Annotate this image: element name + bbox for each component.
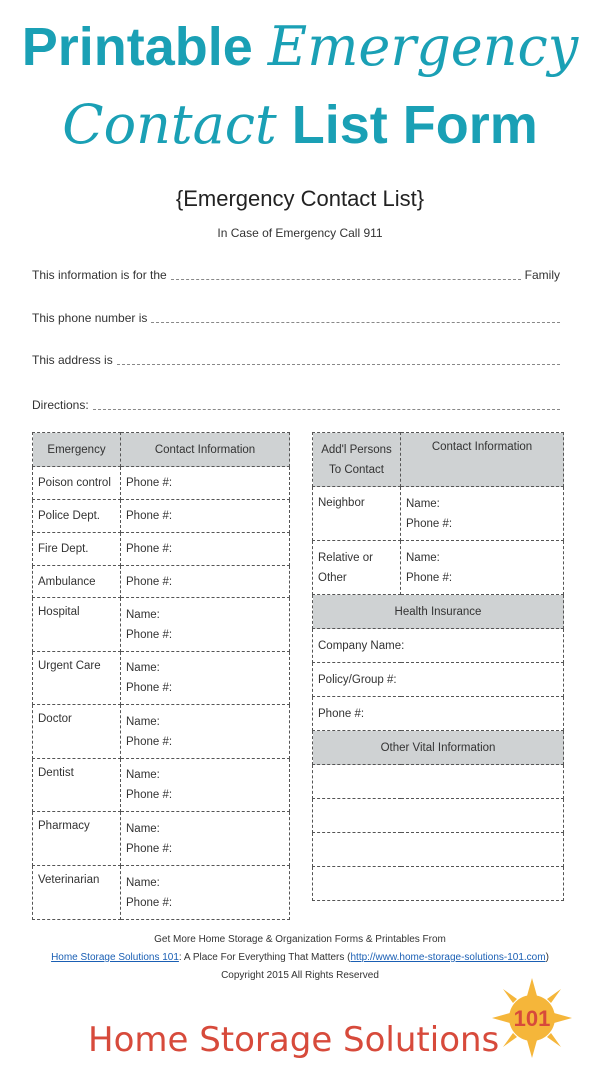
table-row <box>313 697 564 731</box>
name-field[interactable]: Name: <box>406 551 440 564</box>
tagline-end: ) <box>545 952 549 963</box>
row-label: Pharmacy <box>33 812 121 866</box>
row-label: Ambulance <box>33 566 121 598</box>
family-line <box>32 262 560 282</box>
company-name-field[interactable]: Company Name: <box>313 629 564 663</box>
vital-info-blank[interactable] <box>313 833 564 867</box>
row-fields[interactable] <box>121 866 290 920</box>
row-label: Veterinarian <box>33 866 121 920</box>
title-contact: Contact <box>62 93 277 156</box>
row-label: Poison control <box>33 467 121 500</box>
contact-info-header: Contact Information <box>121 433 290 467</box>
phone-field[interactable]: Phone #: <box>406 517 453 530</box>
row-fields[interactable] <box>121 812 290 866</box>
tagline: : A Place For Everything That Matters ( <box>178 952 351 963</box>
table-row <box>33 759 290 812</box>
sun-logo-icon <box>492 978 572 1058</box>
other-vital-header: Other Vital Information <box>313 731 564 765</box>
table-row <box>33 467 290 500</box>
directions-label: Directions: <box>32 398 89 412</box>
table-row <box>33 533 290 566</box>
emergency-table <box>32 432 290 920</box>
table-row <box>313 867 564 901</box>
table-row <box>33 500 290 533</box>
family-blank[interactable] <box>171 268 521 280</box>
row-label: Neighbor <box>313 487 401 541</box>
form-heading: {Emergency Contact List} <box>175 186 425 211</box>
table-row <box>33 598 290 652</box>
table-row <box>313 765 564 799</box>
vital-info-blank[interactable] <box>313 765 564 799</box>
policy-group-field[interactable]: Policy/Group #: <box>313 663 564 697</box>
family-label: This information is for the <box>32 268 167 282</box>
vital-info-blank[interactable] <box>313 867 564 901</box>
name-field[interactable]: Name: <box>126 662 160 674</box>
table-row <box>313 663 564 697</box>
contact-info-header: Contact Information <box>401 433 564 487</box>
row-field[interactable]: Phone #: <box>121 467 290 500</box>
row-label: Relative or Other <box>313 541 401 595</box>
address-line <box>32 347 560 367</box>
address-label: This address is <box>32 353 113 367</box>
row-field[interactable]: Phone #: <box>121 566 290 598</box>
name-field[interactable]: Name: <box>126 608 160 621</box>
row-field[interactable]: Phone #: <box>121 533 290 566</box>
phone-field[interactable]: Phone #: <box>126 896 173 909</box>
address-blank[interactable] <box>117 353 560 365</box>
table-row <box>313 541 564 595</box>
table-row <box>33 652 290 705</box>
url-link[interactable]: http://www.home-storage-solutions-101.com <box>350 952 546 963</box>
table-row <box>33 705 290 759</box>
footer-line-1: Get More Home Storage & Organization Forms & Printables From <box>154 934 446 945</box>
copyright: Copyright 2015 All Rights Reserved <box>221 970 379 981</box>
name-field[interactable]: Name: <box>126 769 160 781</box>
table-row <box>33 566 290 598</box>
title-printable: Printable <box>21 17 268 77</box>
row-fields[interactable] <box>121 705 290 759</box>
row-fields[interactable] <box>121 759 290 812</box>
title-list-form: List Form <box>276 95 538 155</box>
phone-blank[interactable] <box>151 311 560 323</box>
page-title-line-2 <box>0 92 600 158</box>
row-field[interactable]: Phone #: <box>121 500 290 533</box>
row-label: Hospital <box>33 598 121 652</box>
directions-blank[interactable] <box>93 398 560 410</box>
page-title-line-1 <box>0 14 600 80</box>
name-field[interactable]: Name: <box>126 822 160 835</box>
phone-label: This phone number is <box>32 311 148 325</box>
insurance-phone-field[interactable]: Phone #: <box>313 697 564 731</box>
row-label: Fire Dept. <box>33 533 121 566</box>
table-row <box>33 866 290 920</box>
row-label: Dentist <box>33 759 121 812</box>
table-row <box>313 487 564 541</box>
emergency-header: Emergency <box>33 433 121 467</box>
table-row <box>313 799 564 833</box>
additional-contacts-table <box>312 432 564 901</box>
persons-header: Add'l Persons To Contact <box>313 433 401 487</box>
sun-badge-text: 101 <box>513 1006 551 1031</box>
form-subheading: In Case of Emergency Call 911 <box>217 226 383 240</box>
row-label: Doctor <box>33 705 121 759</box>
phone-field[interactable]: Phone #: <box>406 571 453 584</box>
title-emergency: Emergency <box>267 15 579 78</box>
table-row <box>313 629 564 663</box>
vital-info-blank[interactable] <box>313 799 564 833</box>
name-field[interactable]: Name: <box>126 715 160 728</box>
phone-field[interactable]: Phone #: <box>126 735 173 748</box>
table-row <box>313 833 564 867</box>
phone-line <box>32 305 560 325</box>
family-suffix: Family <box>524 268 560 282</box>
row-label: Urgent Care <box>33 652 121 705</box>
table-row <box>33 812 290 866</box>
health-insurance-header: Health Insurance <box>313 595 564 629</box>
row-fields[interactable] <box>121 652 290 705</box>
phone-field[interactable]: Phone #: <box>126 842 173 855</box>
site-link[interactable]: Home Storage Solutions 101 <box>51 952 179 963</box>
phone-field[interactable]: Phone #: <box>126 789 173 801</box>
footer-line-2 <box>0 952 600 963</box>
name-field[interactable]: Name: <box>406 497 440 510</box>
name-field[interactable]: Name: <box>126 876 160 889</box>
phone-field[interactable]: Phone #: <box>126 628 173 641</box>
row-fields[interactable] <box>401 541 564 595</box>
directions-line <box>32 392 560 412</box>
row-fields[interactable] <box>121 598 290 652</box>
row-label: Police Dept. <box>33 500 121 533</box>
row-fields[interactable] <box>401 487 564 541</box>
brand-name: Home Storage Solutions <box>88 1020 500 1060</box>
phone-field[interactable]: Phone #: <box>126 682 173 694</box>
